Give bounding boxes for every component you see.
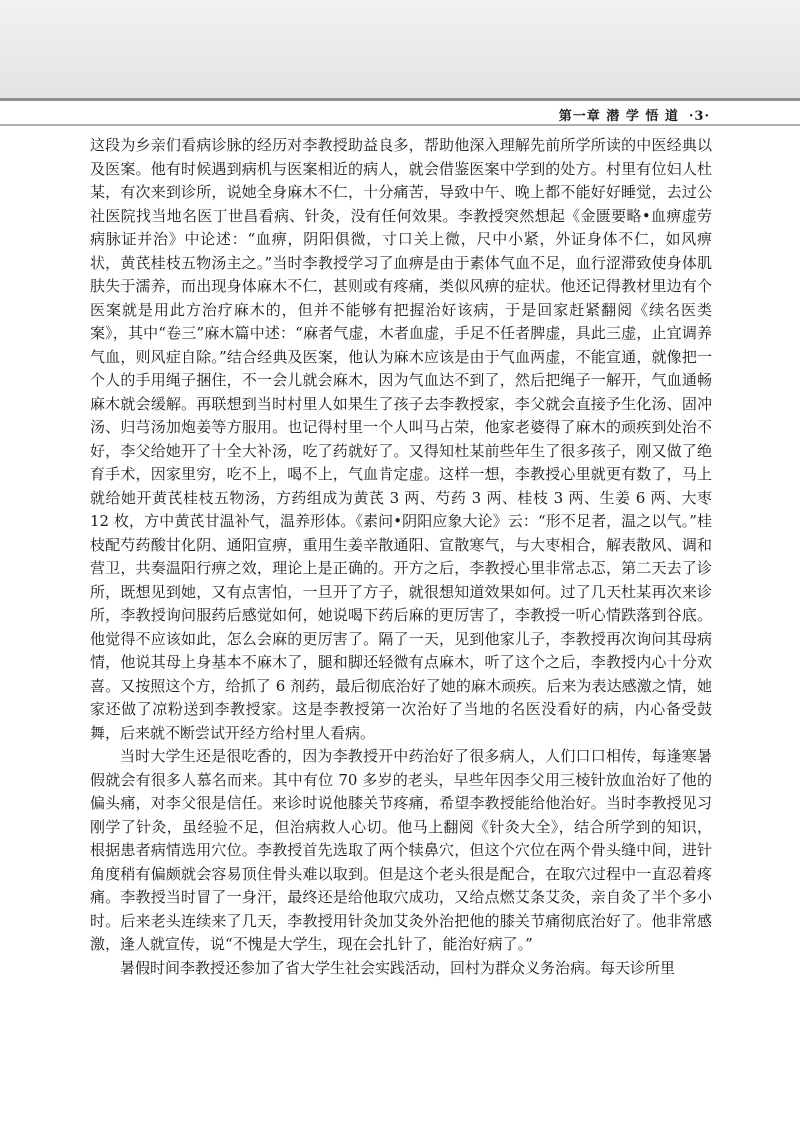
paragraph-2: 当时大学生还是很吃香的，因为李教授开中药治好了很多病人，人们口口相传，每逢寒暑假就会有很多人慕名而来。其中有位 70 多岁的老头，早些年因李父用三棱针放血治好了他的偏头痛，对李父很是信任。来诊时说他膝关节疼痛，希望李教授能给他治好。当时李教授见习刚学了针灸，虽经验不足，但治病救人心切。他马上翻阅《针灸大全》，结合所学到的知识，根据患者病情选用穴位。李教授首先选取了两个犊鼻穴，但这个穴位在两个骨头缝中间，进针角度稍有偏颇就会容易顶住骨头难以取到。但是这个老头很是配合，在取穴过程中一直忍着疼痛。李教授当时冒了一身汗，最终还是给他取穴成功，又给点燃艾条艾灸，亲自灸了半个多小时。后来老头连续来了几天，李教授用针灸加艾灸外治把他的膝关节痛彻底治好了。他非常感激，逢人就宣传，说“不愧是大学生，现在会扎针了，能治好病了。” [90, 747, 712, 953]
header-band [0, 0, 800, 98]
running-head [559, 105, 710, 124]
header-rule [0, 98, 800, 101]
paragraph-1: 这段为乡亲们看病诊脉的经历对李教授助益良多，帮助他深入理解先前所学所读的中医经典以及医案。他有时候遇到病机与医案相近的病人，就会借鉴医案中学到的处方。村里有位妇人杜某，有次来到诊所，说她全身麻木不仁，十分痛苦，导致中午、晚上都不能好好睡觉，去过公社医院找当地名医丁世昌看病、针灸，没有任何效果。李教授突然想起《金匮要略•血痹虚劳病脉证并治》中论述：“血痹，阴阳俱微，寸口关上微，尺中小紧，外证身体不仁，如风痹状，黄芪桂枝五物汤主之。”当时李教授学习了血痹是由于素体气血不足，血行涩滞致使身体肌肤失于濡养，而出现身体麻木不仁，甚则或有疼痛，类似风痹的症状。他还记得教材里边有个医案就是用此方治疗麻木的，但并不能够有把握治好该病，于是回家赶紧翻阅《续名医类案》，其中“卷三”麻木篇中述：“麻者气虚，木者血虚，手足不任者脾虚，具此三虚，止宜调养气血，则风症自除。”结合经典及医案，他认为麻木应该是由于气血两虚，不能宣通，就像把一个人的手用绳子捆住，不一会儿就会麻木，因为气血达不到了，然后把绳子一解开，气血通畅麻木就会缓解。再联想到当时村里人如果生了孩子去李教授家，李父就会直接予生化汤、固冲汤、归芎汤加炮姜等方服用。也记得村里一个人叫马占荣，他家老婆得了麻木的顽疾到处治不好，李父给她开了十全大补汤，吃了药就好了。又得知杜某前些年生了很多孩子，刚又做了绝育手术，因家里穷，吃不上，喝不上，气血肯定虚。这样一想，李教授心里就更有数了，马上就给她开黄芪桂枝五物汤，方药组成为黄芪 3 两、芍药 3 两、桂枝 3 两、生姜 6 两、大枣 12 枚，方中黄芪甘温补气，温养形体。《素问•阴阳应象大论》云：“形不足者，温之以气。”桂枝配芍药酸甘化阴、通阳宣痹，重用生姜辛散通阳、宣散寒气，与大枣相合，解表散风、调和营卫，共奏温阳行痹之效，理论上是正确的。开方之后，李教授心里非常忐忑，第二天去了诊所，既想见到她，又有点害怕，一旦开了方子，就很想知道效果如何。过了几天杜某再次来诊所，李教授询问服药后感觉如何，她说喝下药后麻的更厉害了，李教授一听心情跌落到谷底。他觉得不应该如此，怎么会麻的更厉害了。隔了一天，见到他家儿子，李教授再次询问其母病情，他说其母上身基本不麻木了，腿和脚还轻微有点麻木，听了这个之后，李教授内心十分欢喜。又按照这个方，给抓了 6 剂药，最后彻底治好了她的麻木顽疾。后来为表达感激之情，她家还做了凉粉送到李教授家。这是李教授第一次治好了当地的名医没看好的病，内心备受鼓舞，后来就不断尝试开经方给村里人看病。 [90, 136, 712, 742]
header-rule-bottom [0, 124, 800, 126]
paragraph-3: 暑假时间李教授还参加了省大学生社会实践活动，回村为群众义务治病。每天诊所里 [120, 958, 676, 977]
page-body [90, 134, 712, 980]
chapter-title: 第一章 潜 学 悟 道 [558, 109, 679, 124]
page-number: ·3· [688, 109, 710, 124]
